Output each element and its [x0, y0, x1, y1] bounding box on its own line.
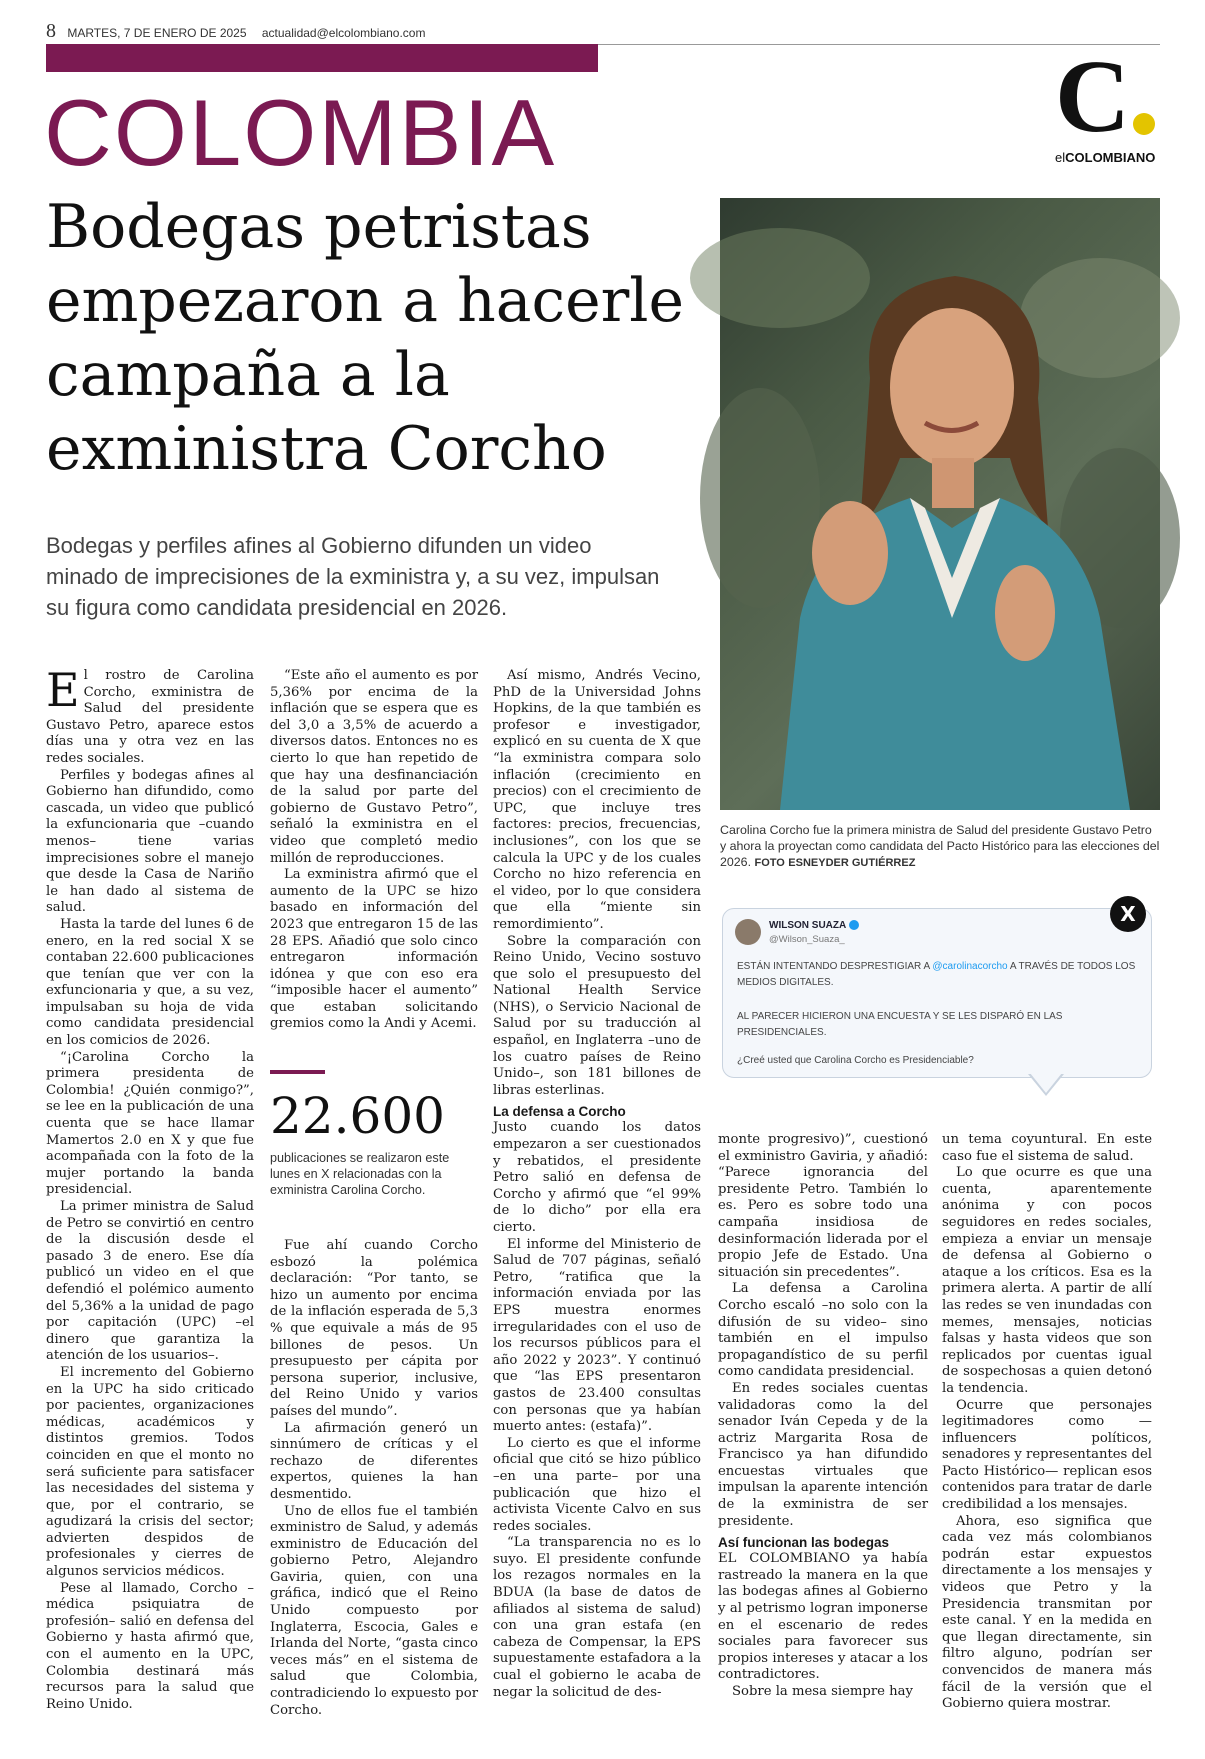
headline-line: exministra Corcho [46, 414, 607, 484]
photo-carolina-corcho [720, 198, 1160, 810]
portrait-illustration [720, 198, 1160, 810]
page-header [46, 20, 425, 43]
logo-dot-icon [1133, 113, 1155, 135]
tweet-text-1: ESTÁN INTENTANDO DESPRESTIGIAR A @carolinacorcho A TRAVÉS DE TODOS LOS MEDIOS DIGITALES. [737, 961, 1136, 988]
headline [46, 190, 726, 486]
body-paragraph: La exministra afirmó que el aumento de la UPC se hizo basado en información del 2023 que entregaron 15 de las 28 EPS. Añadió que solo cinco entregaron información idónea y que con eso era “imposible hacer el aumento” que estaban solicitando gremios como la Andi y Acemi. [270, 867, 478, 1032]
body-column-2-bottom [270, 1238, 478, 1740]
stat-accent-rule [270, 1070, 325, 1074]
photo-credit-label: FOTO [754, 857, 785, 869]
body-paragraph: Sobre la comparación con Reino Unido, Vecino sostuvo que solo el presupuesto del National Health Service (NHS), o Servicio Nacional de Salud por su traducción al español, en Inglaterra –uno de los cuatro países de Reino Unido–, son 181 billones de libras esterlinas. [493, 933, 701, 1098]
body-paragraph: El incremento del Gobierno en la UPC ha sido criticado por pacientes, organizaciones médicas, académicos y distintos gremios. Todos coinciden en que el monto no será suficiente para satisfacer las necesidades del sistema y que, por el contrario, se agudizará la crisis del sector; advierten despidos de profesionales y cierres de algunos servicios médicos. [46, 1364, 254, 1580]
subheading: La defensa a Corcho [493, 1104, 626, 1120]
tweet-text-3: ¿Creé usted que Carolina Corcho es Presidenciable? [737, 1055, 974, 1066]
body-paragraph: Hasta la tarde del lunes 6 de enero, en la red social X se contaban 22.600 publicaciones que tenían que ver con la exfuncionaria y que, a su vez, impulsaban su hoja de vida como candidata presidencial en los comicios de 2026. [46, 916, 254, 1049]
drop-cap: E [46, 663, 80, 717]
tweet-username: WILSON SUAZA [769, 920, 859, 931]
body-paragraph: Justo cuando los datos empezaron a ser cuestionados y rebatidos, el presidente Petro salió en defensa de Corcho y afirmó que “el 99% de lo dicho” por ella era cierto. [493, 1120, 701, 1235]
body-paragraph: La primer ministra de Salud de Petro se convirtió en centro de la discusión desde el pasado 3 de enero. Ese día publicó un video en el que defendió el polémico aumento del 5,36% a la unidad de pago por capitación (UPC) –el dinero que garantiza la atención de los usuarios–. [46, 1199, 254, 1364]
stat-description: publicaciones se realizaron este lunes en X relacionadas con la exministra Carolina Corcho. [270, 1151, 450, 1197]
body-paragraph: Ocurre que personajes legitimadores como —influencers políticos, senadores y representantes del Pacto Histórico— replican esos contenidos para tratar de darle credibilidad a los mensajes. [942, 1397, 1152, 1513]
body-paragraph: Así mismo, Andrés Vecino, PhD de la Universidad Johns Hopkins, de la que también es profesor e investigador, explicó en su cuenta de X que “la exministra compara solo inflación (crecimiento en precios) con el crecimiento de UPC, que incluye tres factores: precios, frecuencias, inclusiones”, con los que se calcula la UPC y de los cuales Corcho no hizo referencia en el video, por lo que considera que ella “miente sin remordimiento”. [493, 668, 701, 932]
headline-line: campaña a la [46, 340, 450, 410]
body-paragraph: Sobre la mesa siempre hay [732, 1684, 913, 1699]
body-paragraph: un tema coyuntural. En este caso fue el sistema de salud. [942, 1132, 1152, 1164]
body-paragraph: Lo cierto es que el informe oficial que citó se hizo público –en una parte– por una publicación que hizo el activista Vicente Calvo en sus redes sociales. [493, 1435, 701, 1534]
issue-date: MARTES, 7 DE ENERO DE 2025 [67, 26, 247, 40]
speech-tail-fill [1030, 1073, 1062, 1093]
embedded-tweet [722, 908, 1152, 1078]
body-paragraph: Pese al llamado, Corcho –médica psiquiatra de profesión– salió en defensa del Gobierno y hasta afirmó que, con el aumento en la UPC, Colombia destinará más recursos para la salud que Reino Unido. [46, 1580, 254, 1712]
body-paragraph: Lo que ocurre es que una cuenta, aparentemente anónima y con pocos seguidores en redes sociales, empieza a enviar un mensaje de defensa al Gobierno o ataque a los críticos. Esa es la primera alerta. A partir de allí las redes se ven inundadas con memes, mensajes, noticias falsas y hasta videos que son replicados por cuentas igual de sospechosas a quien detonó la tendencia. [942, 1165, 1152, 1396]
x-logo-icon: X [1110, 896, 1146, 932]
body-column-2-top [270, 668, 478, 1032]
body-paragraph: monte progresivo)”, cuestionó el exministro Gaviria, y añadió: “Parece ignorancia del presidente Petro. También lo es. Pero es sobre todo una campaña insidiosa de desinformación liderada por el propio Jefe de Estado. Una situación sin precedentes”. [718, 1132, 928, 1280]
body-column-5 [942, 1132, 1152, 1740]
body-paragraph: La defensa a Carolina Corcho escaló –no solo con la difusión de su video– sino también en el impulso propagandístico de su perfil como candidata presidencial. [718, 1281, 928, 1380]
photo-caption: Carolina Corcho fue la primera ministra de Salud del presidente Gustavo Petro y ahora la proyectan como candidata del Pacto Histórico para las elecciones del 2026. FOTO ESNEYDER GUTIÉRREZ [720, 823, 1160, 869]
photo-credit-name: ESNEYDER GUTIÉRREZ [788, 857, 916, 869]
body-paragraph: Fue ahí cuando Corcho esbozó la polémica declaración: “Por tanto, se hizo un aumento por encima de la inflación esperada de 5,3 % que equivale a más de 95 billones de pesos. Un presupuesto per cápita por persona superior, inclusive, del Reino Unido y varios países del mundo”. [270, 1238, 478, 1419]
verified-icon [849, 920, 859, 930]
body-paragraph: El informe del Ministerio de Salud de 707 páginas, señaló Petro, “ratifica que la información enviada por las EPS muestra enormes irregularidades con el uso de los recursos públicos para el año 2022 y 2023”. Y continuó que “las EPS presentaron gastos de 23.400 consultas con personas que ya habían muerto antes: (estafa)”. [493, 1236, 701, 1435]
page-number: 8 [46, 20, 56, 42]
body-column-1 [46, 663, 254, 1738]
avatar-icon [735, 919, 761, 945]
section-color-bar [46, 44, 598, 72]
logo-letter: C [1055, 39, 1131, 154]
body-paragraph: En redes sociales cuentas validadoras como la del senador Iván Cepeda y de la actriz Margarita Rosa de Francisco ya han difundido encuestas virtuales que impulsan la aparente intención de la exministra de ser presidente. [718, 1380, 928, 1529]
body-paragraph: EL COLOMBIANO ya había rastreado la manera en la que las bodegas afines al Gobierno y al petrismo logran imponerse en el escenario de redes sociales para favorecer sus propios intereses y atacar a los contradictores. [718, 1551, 928, 1683]
body-paragraph: El rostro de Carolina Corcho, exministra de Salud del presidente Gustavo Petro, aparece estos días una y otra vez en las redes sociales. [46, 663, 254, 766]
body-paragraph: “¡Carolina Corcho la primera presidenta de Colombia! ¿Quién conmigo?”, se lee en la publicación de una cuenta que se hace llamar Mamertos 2.0 en X y que fue acompañada con la foto de la mujer portando la banda presidencial. [46, 1049, 254, 1198]
stat-number: 22.600 [270, 1087, 445, 1145]
body-paragraph: Ahora, eso significa que cada vez más colombianos podrán estar expuestos directamente a los mensajes y videos que Petro y la Presidencia transmitan por este canal. Y en la medida en que llegan directamente, sin filtro alguno, podrían ser convencidos de manera más fácil de la versión que el Gobierno quiera mostrar. [942, 1513, 1152, 1712]
subheading: Así funcionan las bodegas [718, 1535, 890, 1551]
tweet-text-2: AL PARECER HICIERON UNA ENCUESTA Y SE LES DISPARÓ EN LAS PRESIDENCIALES. [737, 1011, 1063, 1038]
section-email: actualidad@elcolombiano.com [261, 26, 426, 40]
body-column-3 [493, 668, 701, 1740]
body-paragraph: “Este año el aumento es por 5,36% por encima de la inflación que se espera que es del 3,0 a 3,5% de acuerdo a diversos datos. Entonces no es cierto lo que han repetido de que hay una desfinanciación de la salud por parte del gobierno de Gustavo Petro”, señaló la exministra en el video que completó medio millón de reproducciones. [270, 668, 478, 866]
body-paragraph: Perfiles y bodegas afines al Gobierno han difundido, como cascada, un video que publicó la exfuncionaria que –cuando menos– tiene varias imprecisiones sobre el manejo que desde la Casa de Nariño le han dado al sistema de salud. [46, 767, 254, 916]
newspaper-logo [1055, 39, 1165, 165]
headline-line: empezaron a hacerle [46, 266, 684, 336]
headline-line: Bodegas petristas [46, 192, 592, 262]
section-title: COLOMBIA [44, 80, 557, 185]
body-paragraph: La afirmación generó un sinnúmero de críticas y el rechazo de diferentes expertos, quienes la han desmentido. [270, 1420, 478, 1502]
body-column-4 [718, 1132, 928, 1740]
body-paragraph: Uno de ellos fue el también exministro de Salud, y además exministro de Educación del gobierno Petro, Alejandro Gaviria, quien, con una gráfica, indicó que el Reino Unido compuesto por Inglaterra, Escocia, Gales e Irlanda del Norte, “gasta cinco veces más” en el sistema de salud que Colombia, contradiciendo lo expuesto por Corcho. [270, 1503, 478, 1718]
tweet-handle: @Wilson_Suaza_ [769, 934, 845, 945]
lead-paragraph: Bodegas y perfiles afines al Gobierno difunden un video minado de imprecisiones de la exministra y, a su vez, impulsan su figura como candidata presidencial en 2026. [46, 533, 660, 620]
body-paragraph: “La transparencia no es lo suyo. El presidente confunde los rezagos normales en la BDUA (la base de datos de afiliados al sistema de salud) con una gran estafa (en cabeza de Compensar, la EPS supuestamente estafadora a la cual el gobierno le acaba de negar la solicitud de des- [493, 1535, 701, 1700]
logo-wordmark: elCOLOMBIANO [1055, 150, 1156, 165]
